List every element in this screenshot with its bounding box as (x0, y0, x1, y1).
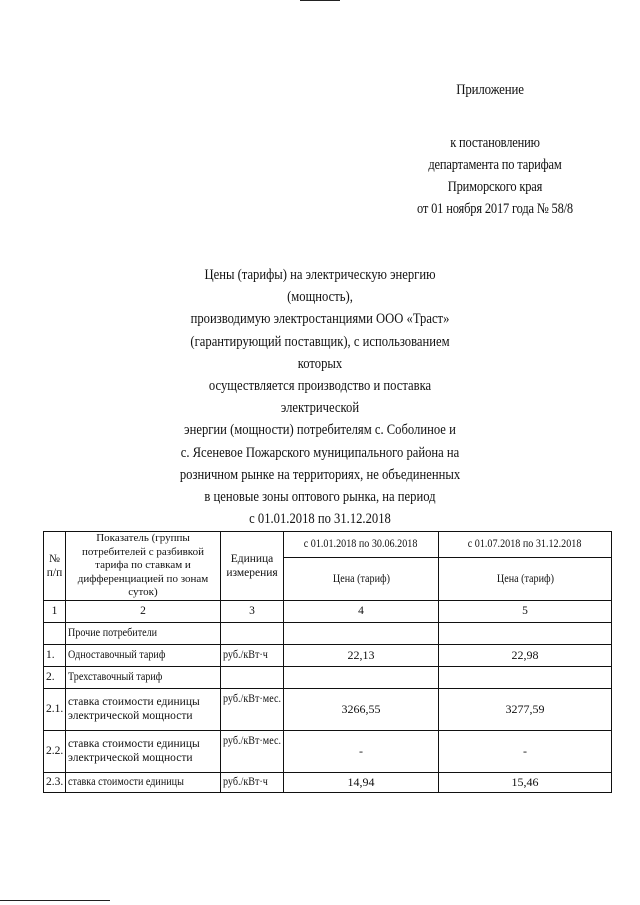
reference-line: Приморского края (447, 179, 543, 195)
row-unit (221, 622, 284, 644)
table-row (44, 644, 612, 666)
header-price-2-label: Цена (тариф) (496, 572, 554, 585)
row-num: 2. (44, 666, 66, 688)
header-price-1-label: Цена (тариф) (332, 572, 390, 585)
row-name (66, 644, 221, 666)
col-number: 4 (284, 600, 439, 622)
reference-line: департамента по тарифам (428, 157, 562, 173)
row-name (66, 772, 221, 792)
title-line: с 01.01.2018 по 31.12.2018 (249, 511, 391, 528)
col-number: 1 (44, 600, 66, 622)
row-unit-text: руб./кВт·ч (223, 776, 268, 788)
title-line: розничном рынке на территориях, не объединенных (179, 466, 461, 483)
appendix-title: Приложение (456, 82, 524, 98)
reference-line: к постановлению (450, 135, 540, 151)
reference-line: от 01 ноября 2017 года № 58/8 (416, 201, 573, 217)
row-unit-text: руб./кВт·ч (223, 649, 268, 661)
row-value-2: - (439, 730, 612, 772)
row-value-1: 14,94 (284, 772, 439, 792)
row-unit (221, 666, 284, 688)
title-line: производимую электростанциями ООО «Траст» (190, 311, 450, 328)
row-value-1 (284, 622, 439, 644)
row-name: ставка стоимости единицы электрической мощности (66, 730, 221, 772)
header-num-label: № п/п (46, 552, 63, 579)
row-name: ставка стоимости единицы электрической мощности (66, 688, 221, 730)
col-number: 3 (221, 600, 284, 622)
row-value-2 (439, 666, 612, 688)
row-value-1: 3266,55 (284, 688, 439, 730)
col-number: 2 (66, 600, 221, 622)
appendix-reference (379, 132, 611, 220)
table-row (44, 730, 612, 772)
table-row (44, 622, 612, 644)
row-unit (221, 772, 284, 792)
row-value-2: 15,46 (439, 772, 612, 792)
row-unit-text: руб./кВт·мес. (223, 692, 281, 705)
header-indicator-label: Показатель (группы потребителей с разбивкой тарифа по ставкам и дифференциацией по зонам суток) (77, 532, 209, 598)
row-value-2: 22,98 (439, 644, 612, 666)
row-num: 1. (44, 644, 66, 666)
row-unit (221, 688, 284, 730)
row-name (66, 622, 221, 644)
row-num: 2.1. (44, 688, 66, 730)
table-row (44, 688, 612, 730)
row-unit (221, 644, 284, 666)
title-line: энергии (мощности) потребителям с. Соболиное и (184, 422, 456, 439)
title-line: осуществляется производство и поставка электрической (208, 378, 432, 417)
header-price-2 (439, 557, 612, 600)
row-value-2 (439, 622, 612, 644)
row-name (66, 666, 221, 688)
row-value-1 (284, 666, 439, 688)
header-period-2 (439, 532, 612, 558)
row-name-text: Одноставочный тариф (68, 649, 166, 661)
title-line: с. Ясеневое Пожарского муниципального района на (180, 444, 460, 461)
scan-mark-bottom-left (0, 900, 110, 901)
header-unit-label: Единица измерения (226, 552, 278, 579)
row-num: 2.3. (44, 772, 66, 792)
header-indicator (66, 532, 221, 601)
row-num: 2.2. (44, 730, 66, 772)
table-row (44, 772, 612, 792)
row-name-text: Прочие потребители (68, 627, 158, 639)
row-name-text: Трехставочный тариф (68, 671, 163, 683)
header-unit (221, 532, 284, 601)
header-period-1-label: с 01.01.2018 по 30.06.2018 (304, 538, 418, 551)
title-line: в ценовые зоны оптового рынка, на период (204, 489, 436, 506)
header-period-2-label: с 01.07.2018 по 31.12.2018 (468, 538, 582, 551)
title-line: Цены (тарифы) на электрическую энергию (мощность), (204, 267, 436, 306)
title-line: (гарантирующий поставщик), с использованием которых (190, 333, 450, 372)
row-unit (221, 730, 284, 772)
row-value-1: 22,13 (284, 644, 439, 666)
document-title (172, 264, 468, 530)
table-row (44, 666, 612, 688)
header-period-1 (284, 532, 439, 558)
scan-mark-top (300, 0, 340, 1)
tariff-table (43, 531, 612, 793)
row-unit-text: руб./кВт·мес. (223, 734, 281, 747)
col-number: 5 (439, 600, 612, 622)
row-name-text: ставка стоимости единицы (68, 776, 184, 788)
row-value-2: 3277,59 (439, 688, 612, 730)
header-num (44, 532, 66, 601)
row-value-1: - (284, 730, 439, 772)
header-price-1 (284, 557, 439, 600)
row-num (44, 622, 66, 644)
